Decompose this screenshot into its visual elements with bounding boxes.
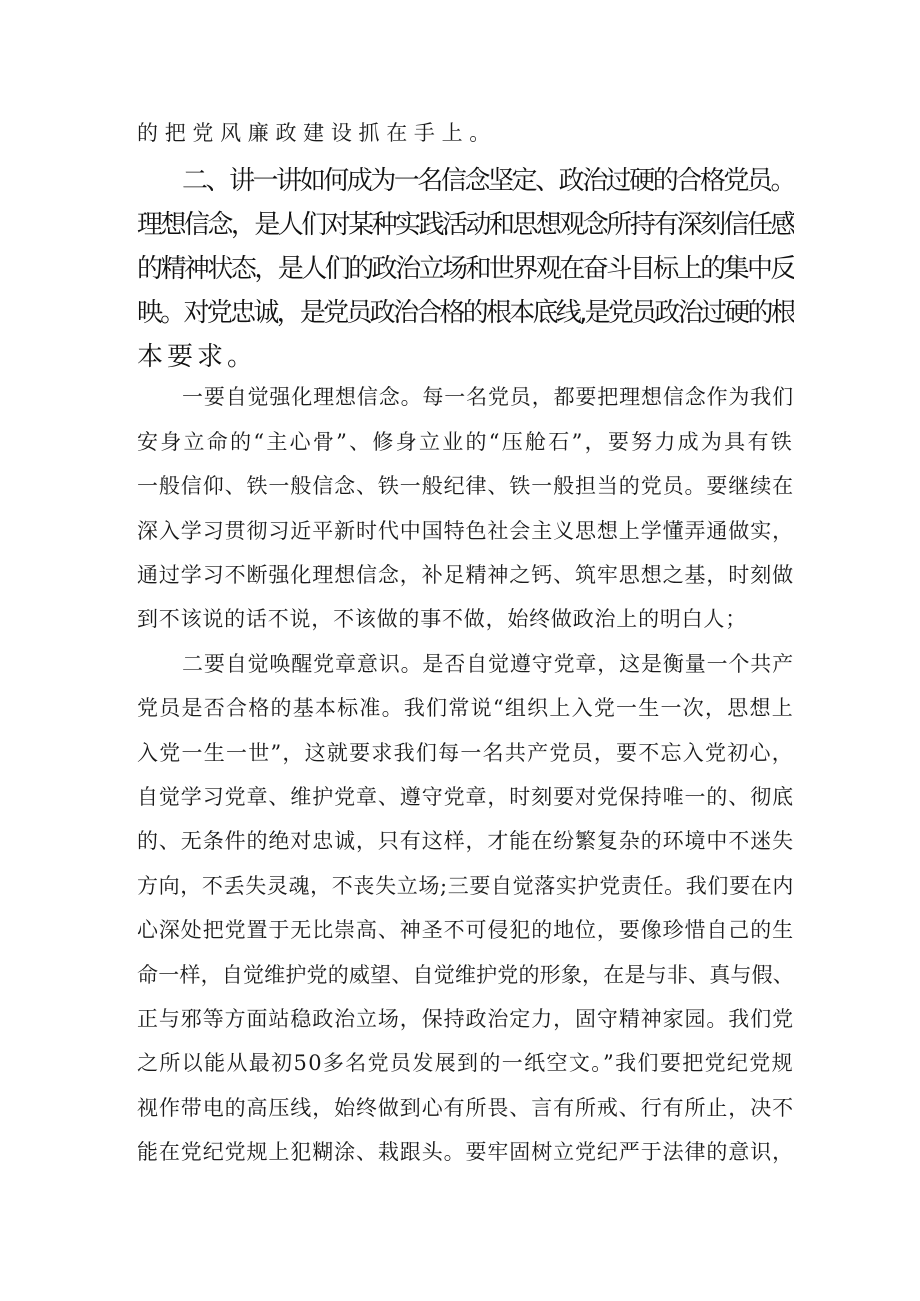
opening-line: 的把党风廉政建设抓在手上。 [137,121,497,145]
paragraph-line: 一般信仰、铁一般信念、铁一般纪律、铁一般担当的党员。要继续在 [137,474,794,498]
paragraph-line: 二要自觉唤醒党章意识。是否自觉遵守党章，这是衡量一个共产 [182,652,794,676]
paragraph-line: 的、无条件的绝对忠诚，只有这样，才能在纷繁复杂的环境中不迷失 [137,829,794,853]
paragraph-line: 视作带电的高压线，始终做到心有所畏、言有所戒、行有所止，决不 [137,1096,794,1120]
section-heading-line: 的精神状态，是人们的政治立场和世界观在奋斗目标上的集中反 [137,254,794,284]
paragraph-line: 入党一生一世”，这就要求我们每一名共产党员，要不忘入党初心， [137,741,794,765]
section-heading-line: 二、讲一讲如何成为一名信念坚定、政治过硬的合格党员。 [182,166,794,196]
paragraph-line: 一要自觉强化理想信念。每一名党员，都要把理想信念作为我们 [182,385,794,409]
paragraph-line: 方向，不丢失灵魂，不丧失立场;三要自觉落实护党责任。我们要在内 [137,874,794,898]
paragraph-line: 能在党纪党规上犯糊涂、栽跟头。要牢固树立党纪严于法律的意识， [137,1140,794,1164]
paragraph-line: 到不该说的话不说，不该做的事不做，始终做政治上的明白人； [137,607,747,631]
paragraph-line: 心深处把党置于无比崇高、神圣不可侵犯的地位，要像珍惜自己的生 [137,918,794,942]
section-heading-line: 本要求。 [137,342,257,372]
paragraph-line: 正与邪等方面站稳政治立场，保持政治定力，固守精神家园。我们党 [137,1007,794,1031]
paragraph-line: 安身立命的“主心骨”、修身立业的“压舱石”，要努力成为具有铁 [137,430,794,454]
paragraph-line: 命一样，自觉维护党的威望、自觉维护党的形象，在是与非、真与假、 [137,963,794,987]
paragraph-line: 深入学习贯彻习近平新时代中国特色社会主义思想上学懂弄通做实， [137,519,794,543]
paragraph-line: 党员是否合格的基本标准。我们常说“组织上入党一生一次，思想上 [137,696,794,720]
paragraph-line: 之所以能从最初50多名党员发展到的一纸空文。”我们要把党纪党规 [137,1051,794,1075]
paragraph-line: 自觉学习党章、维护党章、遵守党章，时刻要对党保持唯一的、彻底 [137,785,794,809]
paragraph-line: 通过学习不断强化理想信念，补足精神之钙、筑牢思想之基，时刻做 [137,563,794,587]
section-heading-line: 映。对党忠诚，是党员政治合格的根本底线,是党员政治过硬的根 [137,298,794,328]
section-heading-line: 理想信念，是人们对某种实践活动和思想观念所持有深刻信任感 [137,210,794,240]
